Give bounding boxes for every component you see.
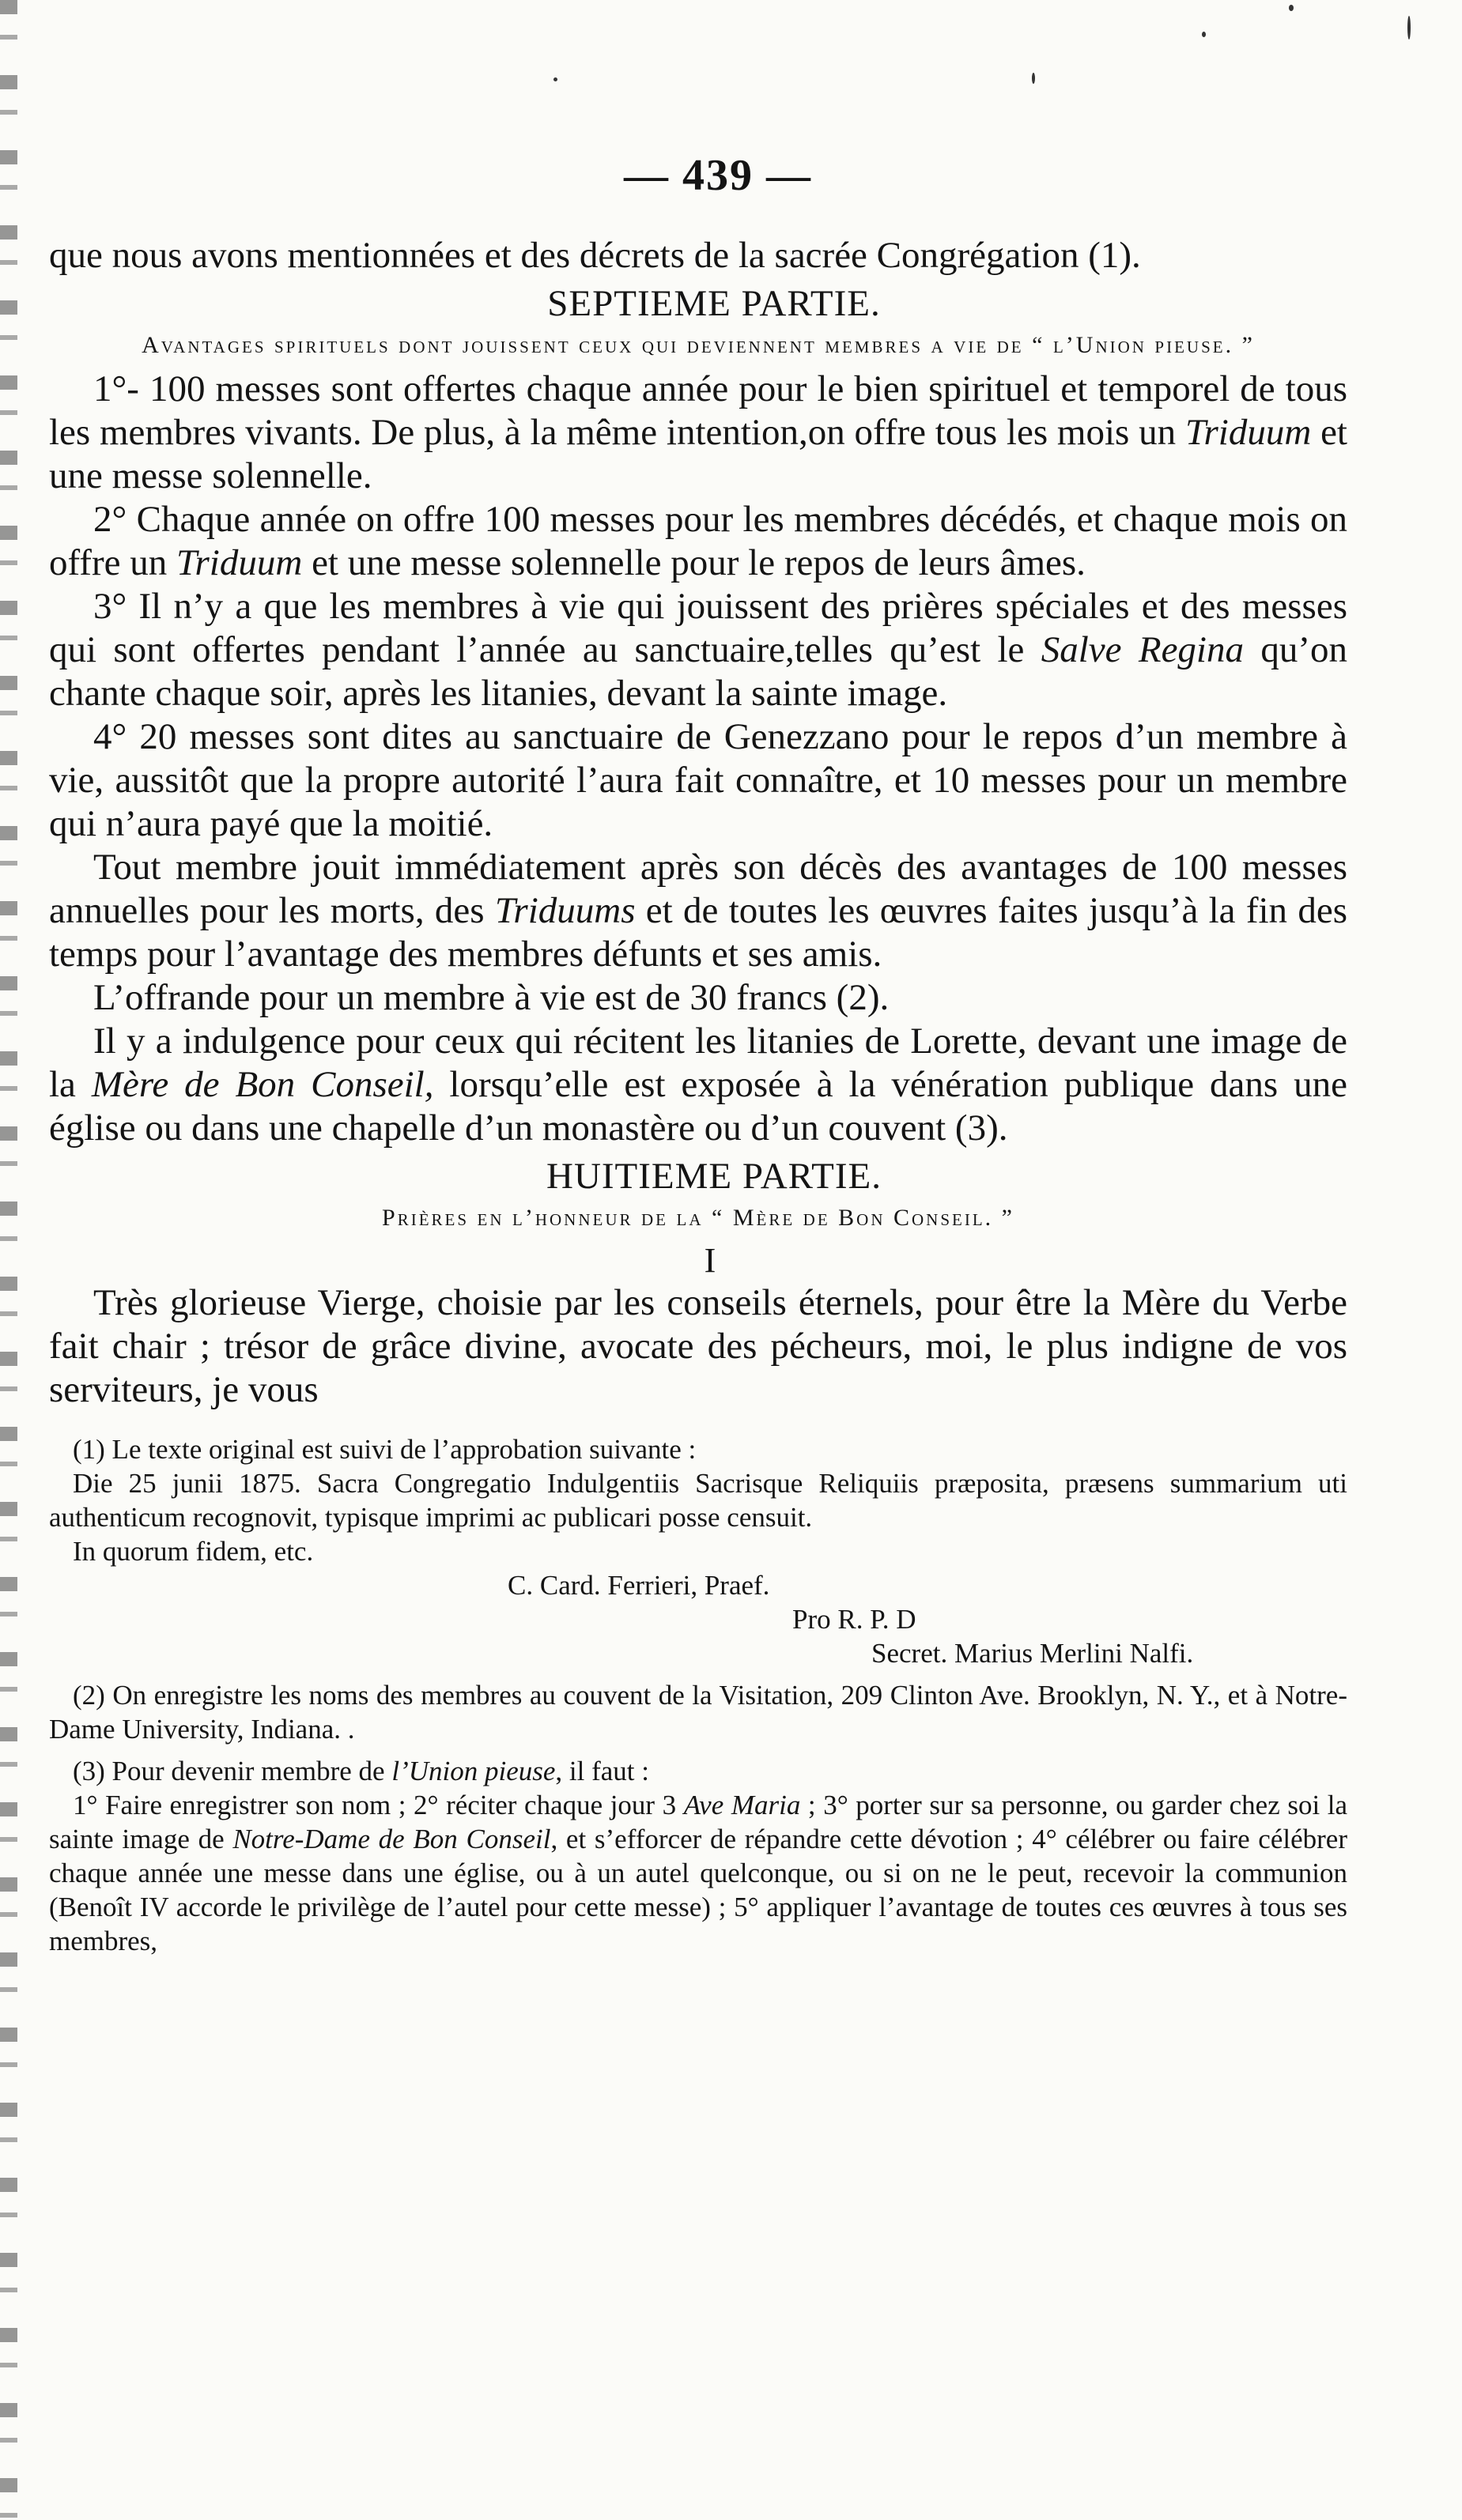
part7-paragraph-2: 2° Chaque année on offre 100 messes pour les membres décédés, et chaque mois on offre un Triduum et une messe solennelle pour le repos de leurs âmes. bbox=[49, 499, 1347, 583]
book-page bbox=[49, 150, 1347, 2490]
footnote-3-intro: (3) Pour devenir membre de l’Union pieuse, il faut : bbox=[73, 1756, 649, 1786]
part7-paragraph-4: 4° 20 messes sont dites au sanctuaire de Genezzano pour le repos d’un membre à vie, aussitôt que la propre autorité l’aura fait connaître, et 10 messes pour un membre qui n’aura payé que la moitié. bbox=[49, 716, 1347, 844]
prayer-paragraph: Très glorieuse Vierge, choisie par les conseils éternels, pour être la Mère du Verbe fait chair ; trésor de grâce divine, avocate des pécheurs, moi, le plus indigne de vos serviteurs, je vous bbox=[49, 1282, 1347, 1410]
footnote-2: (2) On enregistre les noms des membres au couvent de la Visitation, 209 Clinton Ave. Brooklyn, N. Y., et à Notre-Dame University, Indiana. . bbox=[49, 1680, 1347, 1745]
part8-subtitle: Prières en l’honneur de la “ Mère de Bon Conseil. ” bbox=[382, 1205, 1014, 1231]
part7-paragraph-5: Tout membre jouit immédiatement après son décès des avantages de 100 messes annuelles pour les morts, des Triduums et de toutes les œuvres faites jusqu’à la fin des temps pour l’avantage des membres défunts et ses amis. bbox=[49, 847, 1348, 975]
part8-title: HUITIEME PARTIE. bbox=[546, 1156, 882, 1197]
footnote-1-closing: In quorum fidem, etc. bbox=[73, 1536, 314, 1567]
footnote-1-approbation: Die 25 junii 1875. Sacra Congregatio Indulgentiis Sacrisque Reliquiis præposita, præsens summarium uti authenticum recognovit, typisque imprimi ac publicari posse censuit. bbox=[49, 1468, 1347, 1533]
part7-subtitle: Avantages spirituels dont jouissent ceux qui deviennent membres a vie de “ l’Union pieuse. ” bbox=[142, 332, 1255, 358]
scan-speck bbox=[1202, 32, 1206, 37]
scan-speck bbox=[1289, 5, 1294, 11]
footnote-3-conditions: 1° Faire enregistrer son nom ; 2° réciter chaque jour 3 Ave Maria ; 3° porter sur sa personne, ou garder chez soi la sainte image de Notre-Dame de Bon Conseil, et s’efforcer de répandre cette dévotion ; 4° célébrer ou faire célébrer chaque année une messe dans une église, ou à un autel quelconque, ou si on ne le peut, recevoir la communion (Benoît IV accorde le privilège de l’autel pour cette messe) ; 5° appliquer l’avantage de toutes ces œuvres à tous ses membres, bbox=[49, 1790, 1347, 1956]
scan-left-edge bbox=[0, 0, 17, 2520]
part7-paragraph-3: 3° Il n’y a que les membres à vie qui jouissent des prières spéciales et des messes qui sont offertes pendant l’année au sanctuaire,telles qu’est le Salve Regina qu’on chante chaque soir, après les litanies, devant la sainte image. bbox=[49, 586, 1347, 714]
footnotes bbox=[49, 1432, 1347, 1958]
signature-secretary: Secret. Marius Merlini Nalfi. bbox=[871, 1638, 1194, 1669]
page-number: — 439 — bbox=[624, 151, 812, 200]
scan-speck bbox=[1407, 16, 1411, 40]
part7-paragraph-7: Il y a indulgence pour ceux qui récitent les litanies de Lorette, devant une image de la Mère de Bon Conseil, lorsqu’elle est exposée à la vénération publique dans une église ou dans une chapelle d’un monastère ou d’un couvent (3). bbox=[49, 1020, 1347, 1149]
part7-paragraph-1: 1°- 100 messes sont offertes chaque année pour le bien spirituel et temporel de tous les membres vivants. De plus, à la même intention,on offre tous les mois un Triduum et une messe solennelle. bbox=[49, 368, 1347, 496]
intro-paragraph: que nous avons mentionnées et des décrets de la sacrée Congrégation (1). bbox=[49, 235, 1141, 276]
footnote-1-intro: (1) Le texte original est suivi de l’approbation suivante : bbox=[73, 1434, 697, 1465]
scan-speck bbox=[553, 77, 557, 81]
main-text bbox=[49, 234, 1347, 1412]
prayer-number: I bbox=[704, 1241, 716, 1280]
part7-paragraph-6: L’offrande pour un membre à vie est de 30 francs (2). bbox=[93, 977, 890, 1018]
signature-cardinal: C. Card. Ferrieri, Praef. bbox=[508, 1570, 770, 1601]
part7-title: SEPTIEME PARTIE. bbox=[547, 283, 881, 324]
scan-speck bbox=[1032, 73, 1035, 84]
signature-pro: Pro R. P. D bbox=[792, 1604, 916, 1635]
